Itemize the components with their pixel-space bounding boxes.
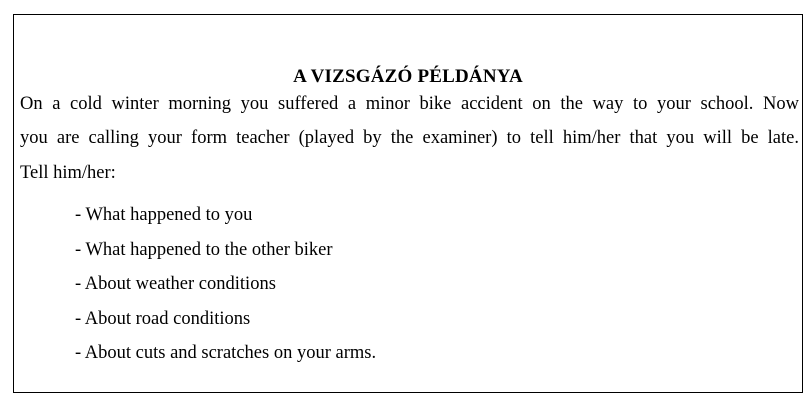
instruction-line: you are calling your form teacher (played by the examiner) to tell him/her that you will be late. <box>20 128 799 149</box>
list-item: - What happened to the other biker <box>75 239 333 260</box>
task-instructions <box>20 87 799 190</box>
list-item: - About cuts and scratches on your arms. <box>75 343 377 363</box>
instruction-line: On a cold winter morning you suffered a minor bike accident on the way to your school. Now <box>20 94 799 114</box>
list-item: - About road conditions <box>75 308 251 329</box>
instruction-line: Tell him/her: <box>20 162 116 183</box>
list-item: - About weather conditions <box>75 274 276 294</box>
talking-points-list <box>75 198 376 371</box>
list-item: - What happened to you <box>75 205 253 225</box>
card-title: A VIZSGÁZÓ PÉLDÁNYA <box>293 66 523 87</box>
task-card <box>13 14 803 393</box>
